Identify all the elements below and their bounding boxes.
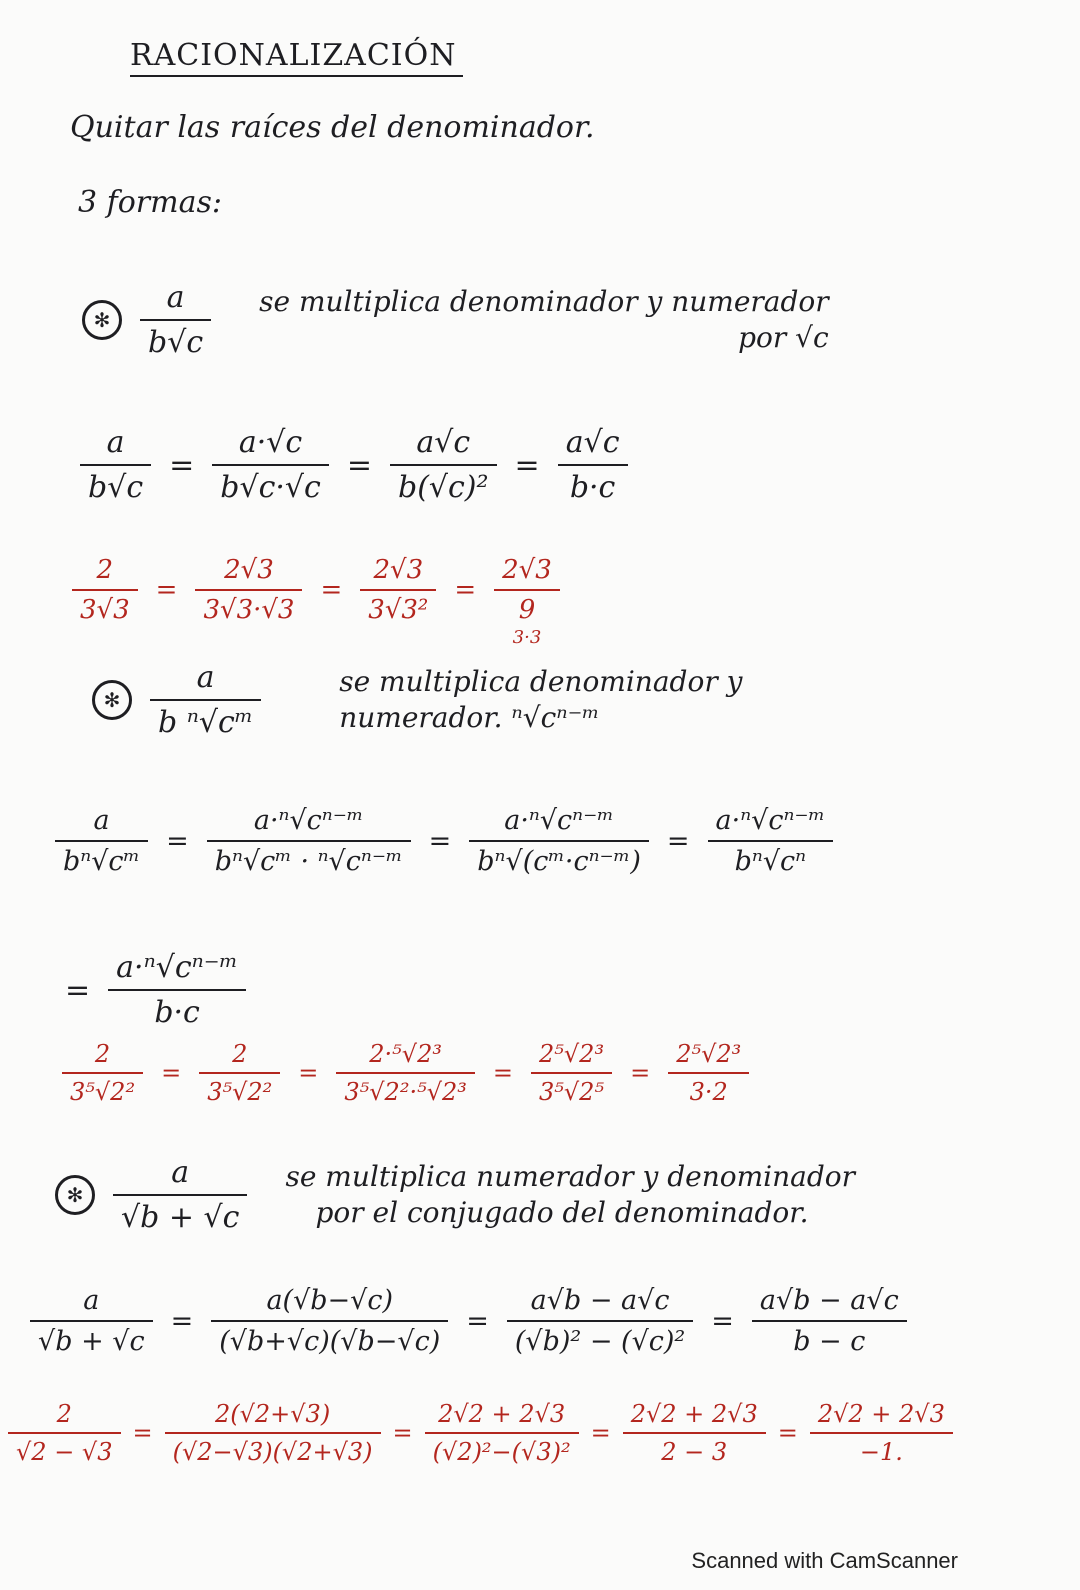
forms-label: 3 formas: [78,185,222,220]
fraction [494,555,560,648]
denominator: b·c [154,995,200,1030]
fraction [108,950,246,1030]
fraction [150,660,261,740]
denominator: 3⁵√2²·⁵√2³ [344,1078,467,1106]
fraction [55,805,148,877]
fraction [165,1400,381,1466]
denominator: b(√c)² [397,470,489,505]
numerator: a·ⁿ√cⁿ⁻ᵐ [116,950,239,985]
denominator: b√c·√c [220,470,321,505]
asterisk-marker-icon: ✻ [55,1175,95,1215]
section-1-general-derivation [80,425,628,505]
equals-sign: = [346,447,372,483]
numerator: 2√3 [373,555,424,585]
denominator: √2 − √3 [16,1438,113,1466]
numerator: a·√c [238,425,303,460]
equals-sign: = [590,1419,611,1447]
asterisk-marker-icon: ✻ [92,680,132,720]
numerator: 2 [56,1400,72,1428]
fraction [72,555,138,625]
denominator: 9 [518,595,536,625]
intro-text: Quitar las raíces del denominador. [70,110,595,145]
section-3-description-2: por el conjugado del denominador. [315,1196,809,1229]
section-2-general-derivation [55,805,833,877]
numerator: 2⁵√2³ [676,1040,742,1068]
equals-sign: = [630,1059,651,1087]
denominator: b·c [569,470,616,505]
numerator: 2 [232,1040,248,1068]
section-1-description-2: por √c [738,321,829,354]
equals-sign: = [170,1305,194,1337]
denominator: bⁿ√(cᵐ·cⁿ⁻ᵐ) [477,846,641,877]
numerator: 2√3 [502,555,552,585]
equals-sign: = [169,447,195,483]
equals-sign: = [166,825,189,857]
denominator: (√b)² − (√c)² [514,1326,686,1357]
denominator: (√b+√c)(√b−√c) [219,1326,441,1357]
equals-sign: = [65,972,91,1008]
fraction [62,1040,143,1106]
asterisk-marker-icon: ✻ [82,300,122,340]
numerator: a√c [416,425,471,460]
section-3-example [8,1400,953,1466]
section-2-example [62,1040,749,1106]
denominator: −1. [859,1438,903,1466]
fraction [425,1400,579,1466]
numerator: a√b − a√c [759,1285,899,1316]
denominator: bⁿ√cⁿ [734,846,807,877]
numerator: a·ⁿ√cⁿ⁻ᵐ [715,805,826,836]
denominator: 3√3·√3 [203,595,295,625]
section-3-expression [113,1155,247,1235]
denominator: 3⁵√2² [207,1078,273,1106]
section-3-description: se multiplica numerador y denominador [285,1159,855,1193]
numerator: 2(√2+√3) [214,1400,331,1428]
equals-sign: = [428,825,452,857]
denominator: 2 − 3 [661,1438,728,1466]
numerator: 2 [96,555,114,585]
section-2-general-result [65,950,246,1030]
section-1-example [72,555,560,648]
denominator: b√c [88,470,144,505]
numerator: 2 [94,1040,111,1068]
fraction [113,1155,247,1235]
fraction [558,425,628,505]
denominator: √b + √c [121,1200,240,1235]
fraction [390,425,497,505]
equals-sign: = [514,447,540,483]
fraction [668,1040,749,1106]
fraction [752,1285,907,1357]
equals-sign: = [777,1419,798,1447]
section-1-description: se multiplica denominador y numerador [259,284,829,318]
fraction [80,425,151,505]
fraction [8,1400,121,1466]
numerator: 2√2 + 2√3 [817,1400,945,1428]
section-2-description: se multiplica denominador y [339,664,743,698]
numerator: a [166,280,185,315]
equals-sign: = [320,575,343,605]
equals-sign: = [161,1059,182,1087]
numerator: a·ⁿ√cⁿ⁻ᵐ [253,805,364,836]
numerator: 2√3 [224,555,274,585]
denominator: 3⁵√2² [70,1078,136,1106]
fraction [708,805,834,877]
numerator: a [196,660,215,695]
fraction [212,425,329,505]
equals-sign: = [466,1305,489,1337]
numerator: a [106,425,125,460]
fraction [810,1400,953,1466]
denominator: b ⁿ√cᵐ [158,705,254,740]
equals-sign: = [298,1059,319,1087]
numerator: a(√b−√c) [266,1285,394,1316]
denominator: √b + √c [38,1326,145,1357]
denominator: b√c [148,325,204,360]
denominator: 3⁵√2⁵ [539,1078,605,1106]
numerator: a [171,1155,190,1190]
denominator: 3·2 [689,1078,728,1106]
denominator: bⁿ√cᵐ [63,846,141,877]
fraction [623,1400,766,1466]
equals-sign: = [711,1305,734,1337]
denominator: 3√3 [80,595,130,625]
fraction [195,555,302,625]
scanner-watermark: Scanned with CamScanner [691,1548,958,1573]
numerator: a [83,1285,100,1316]
section-2-description-2: numerador. ⁿ√cⁿ⁻ᵐ [339,701,600,734]
fraction [140,280,211,360]
section-3-general-derivation [30,1285,907,1357]
denominator: (√2−√3)(√2+√3) [172,1438,373,1466]
denominator: b − c [793,1326,866,1357]
numerator: a [93,805,110,836]
equals-sign: = [392,1419,413,1447]
page-title: RACIONALIZACIÓN [130,38,463,77]
section-2-expression [150,660,261,740]
denominator: (√2)²−(√3)² [432,1438,571,1466]
fraction [211,1285,448,1357]
fraction [207,805,411,877]
numerator: 2√2 + 2√3 [438,1400,566,1428]
numerator: a·ⁿ√cⁿ⁻ᵐ [504,805,614,836]
equals-sign: = [454,575,477,605]
equals-sign: = [132,1419,153,1447]
section-1-expression [140,280,211,360]
denominator: bⁿ√cᵐ · ⁿ√cⁿ⁻ᵐ [214,846,403,877]
fraction [469,805,649,877]
fraction [531,1040,612,1106]
denominator: 3√3² [368,595,429,625]
fraction [336,1040,475,1106]
numerator: 2√2 + 2√3 [630,1400,758,1428]
fraction [360,555,436,625]
numerator: a√c [565,425,620,460]
fraction [507,1285,693,1357]
numerator: 2⁵√2³ [539,1040,605,1068]
equals-sign: = [666,825,690,857]
equals-sign: = [492,1059,513,1087]
annotation: 3·3 [512,627,542,648]
numerator: 2·⁵√2³ [369,1040,442,1068]
numerator: a√b − a√c [530,1285,670,1316]
fraction [199,1040,280,1106]
equals-sign: = [155,575,178,605]
fraction [30,1285,153,1357]
